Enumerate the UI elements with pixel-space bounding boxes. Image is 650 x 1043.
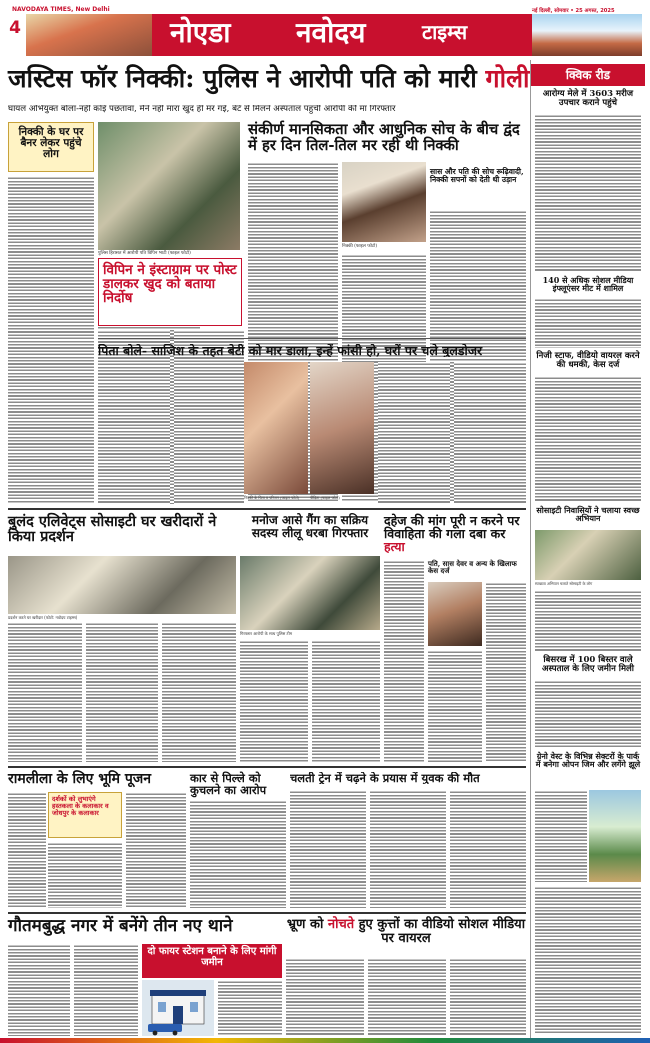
dowry-callout-text: पति, सास देवर व अन्य के खिलाफ केस दर्ज bbox=[428, 559, 517, 576]
thane-body-2 bbox=[74, 944, 138, 1036]
masthead-date: नई दिल्ली, सोमवार • 25 अगस्त, 2025 bbox=[532, 8, 615, 14]
ramleela-body-3 bbox=[126, 792, 186, 908]
title-times: टाइम्स bbox=[422, 20, 468, 44]
sidebar-item-4-caption: स्वच्छता अभियान चलाते सोसाइटी के लोग bbox=[535, 581, 593, 586]
title-navoday: नवोदय bbox=[296, 16, 366, 49]
dogs-body-3 bbox=[450, 958, 526, 1036]
buland-photo-caption: प्रदर्शन करते घर खरीदार (फोटो: नवोदय टाइम्स) bbox=[8, 615, 78, 620]
train-headline: चलती ट्रेन में चढ़ने के प्रयास में युवक की मौत bbox=[290, 772, 480, 785]
thane-body-1 bbox=[8, 944, 70, 1036]
thane-subhead: दो फायर स्टेशन बनाने के लिए मांगी जमीन bbox=[147, 946, 277, 968]
lead-kicker-box bbox=[8, 122, 94, 172]
dowry-headline-red: हत्या bbox=[384, 539, 405, 555]
dogs-headline-a: भ्रूण को bbox=[286, 917, 324, 932]
manoj-photo bbox=[240, 556, 380, 630]
ramleela-callout-text: दर्शकों को लुभाएंगे हस्तकला के कलाकार व जोधपुर के कलाकार bbox=[52, 795, 109, 817]
sidebar-title: क्विक रीड bbox=[565, 68, 611, 82]
car-headline: कार से पिल्ले को कुचलने का आरोप bbox=[190, 771, 267, 798]
thane-headline: गौतमबुद्ध नगर में बनेंगे तीन नए थाने bbox=[8, 916, 233, 936]
masthead-photo-right bbox=[532, 14, 642, 56]
father-body-4 bbox=[454, 362, 526, 504]
train-body-2 bbox=[370, 790, 446, 908]
thane-body-3 bbox=[218, 980, 282, 1036]
sidebar-item-3-headline: निजी स्टाफ, वीडियो वायरल करने की धमकी, केस दर्ज bbox=[536, 351, 640, 370]
masthead bbox=[0, 0, 650, 56]
father-photo-2 bbox=[310, 362, 374, 494]
sidebar-item-4-body bbox=[535, 590, 641, 652]
section-rule-1 bbox=[8, 508, 526, 510]
father-photo-1 bbox=[244, 362, 308, 494]
dogs-headline-red: नोचते bbox=[327, 917, 355, 932]
masthead-brand: NAVODAYA TIMES, New Delhi bbox=[12, 6, 110, 13]
father-body-2 bbox=[174, 362, 240, 504]
manoj-body-2 bbox=[312, 640, 380, 762]
sidebar-item-4-headline: सोसाइटी निवासियों ने चलाया स्वच्छ अभियान bbox=[536, 505, 640, 524]
sidebar-item-1-body bbox=[535, 114, 641, 272]
sidebar-title-band bbox=[531, 64, 645, 86]
manoj-headline: मनोज आसे गैंग का सक्रिय सदस्य लीलू धरबा गिरफ्तार bbox=[251, 513, 369, 540]
dogs-headline-b: हुए कुत्तों का वीडियो सोशल मीडिया पर वायरल bbox=[358, 917, 526, 946]
ramleela-callout bbox=[48, 792, 122, 838]
title-noida: नोएडा bbox=[170, 16, 231, 49]
father-photo-caption-1: निक्की के पिता व परिजन (फाइल फोटो) bbox=[244, 495, 300, 500]
sidebar-item-2-headline: 140 से अधिक सोशल मीडिया इंफ्लूएंसर मीट में शामिल bbox=[542, 275, 634, 294]
dowry-headline bbox=[384, 514, 526, 553]
feature-callout-text: सास और पति की सोच रूढ़िवादी, निक्की सपनों को देती थी उड़ान bbox=[430, 167, 524, 184]
sidebar-item-3-body bbox=[535, 376, 641, 502]
buland-headline: बुलंद एलिवेट्स सोसाइटी घर खरीदारों ने किया प्रदर्शन bbox=[8, 513, 217, 546]
ramleela-body-1 bbox=[8, 792, 46, 908]
lead-headline-black: जस्टिस फॉर निक्की: पुलिस ने आरोपी पति को मारी bbox=[8, 64, 477, 93]
feature-callout bbox=[430, 168, 526, 206]
sidebar bbox=[530, 60, 644, 1038]
sidebar-item-1-headline: आरोग्य मेले में 3603 मरीज उपचार कराने पहुंचे bbox=[542, 89, 634, 108]
sidebar-item-2-body bbox=[535, 298, 641, 348]
lead-photo bbox=[98, 122, 240, 250]
insta-headline: विपिन ने इंस्टाग्राम पर पोस्ट डालकर खुद को बताया निर्दोष bbox=[103, 262, 237, 307]
car-body bbox=[190, 800, 286, 908]
ramleela-body-2 bbox=[48, 842, 122, 908]
sidebar-item-6-body-1 bbox=[535, 790, 587, 882]
dowry-body-2 bbox=[486, 582, 526, 762]
buland-body-3 bbox=[162, 622, 236, 762]
masthead-title-band bbox=[152, 14, 532, 56]
train-body-3 bbox=[450, 790, 526, 908]
buland-body-2 bbox=[86, 622, 158, 762]
manoj-photo-caption: गिरफ्तार आरोपी के साथ पुलिस टीम bbox=[240, 631, 292, 636]
sidebar-item-6-headline: ग्रेनो वेस्ट के विभिन्न सेक्टरों के पार्क में बनेगा ओपन जिम और लगेंगे झूले bbox=[535, 751, 641, 770]
sidebar-item-6-photo bbox=[589, 790, 641, 882]
police-station-icon bbox=[142, 980, 214, 1036]
police-station-illustration bbox=[142, 980, 214, 1036]
masthead-photo-left bbox=[26, 14, 156, 56]
lead-headline bbox=[8, 64, 530, 93]
dowry-photo bbox=[428, 582, 482, 646]
ramleela-headline: रामलीला के लिए भूमि पूजन bbox=[8, 771, 152, 787]
train-body-1 bbox=[290, 790, 366, 908]
page-number: 4 bbox=[9, 18, 21, 38]
lead-headline-red: गोली bbox=[485, 64, 530, 93]
feature-headline: संकीर्ण मानसिकता और आधुनिक सोच के बीच द्वंद में हर दिन तिल-तिल मर रही थी निक्की bbox=[248, 121, 520, 154]
feature-photo-caption: निक्की (फाइल फोटो) bbox=[342, 244, 378, 249]
father-body-1 bbox=[98, 362, 170, 504]
dowry-headline-black: दहेज की मांग पूरी न करने पर विवाहिता की गला दबा कर bbox=[384, 513, 520, 542]
dogs-body-2 bbox=[368, 958, 446, 1036]
feature-photo bbox=[342, 162, 426, 242]
insta-box bbox=[98, 258, 242, 326]
section-rule-3 bbox=[8, 912, 526, 914]
dogs-headline bbox=[286, 918, 526, 945]
lead-kicker: निक्की के घर पर बैनर लेकर पहुंचे लोग bbox=[18, 126, 84, 161]
father-photo-caption-2: पीड़िता (फाइल फोटो) bbox=[310, 495, 340, 500]
sidebar-item-6-body-2 bbox=[535, 886, 641, 1034]
father-rule bbox=[98, 338, 526, 339]
father-body-3 bbox=[378, 362, 450, 504]
manoj-body-1 bbox=[240, 640, 308, 762]
section-rule-2 bbox=[8, 766, 526, 768]
lead-body-col1 bbox=[8, 176, 94, 504]
dogs-body-1 bbox=[286, 958, 364, 1036]
buland-photo bbox=[8, 556, 236, 614]
dowry-callout bbox=[428, 560, 526, 580]
sidebar-item-4-photo bbox=[535, 530, 641, 580]
dowry-body-1 bbox=[384, 560, 424, 762]
lead-subhead: घायल अभियुक्त बोला-नहीं कोई पछतावा, मैंने नहीं मारा खुद ही मर गई, बेटे से मिलने अस्पताल पहुंची आरोपी की मां गिरफ्तार bbox=[8, 105, 396, 114]
buland-body-1 bbox=[8, 622, 82, 762]
father-headline: पिता बोले- साजिश के तहत बेटी को मार डाला, इन्हें फांसी हो, घरों पर चले बुलडोजर bbox=[98, 344, 483, 358]
sidebar-item-5-headline: बिसरख में 100 बिस्तर वाले अस्पताल के लिए जमीन मिली bbox=[541, 655, 635, 674]
dowry-body-3 bbox=[428, 650, 482, 762]
footer-bar bbox=[0, 1038, 650, 1043]
sidebar-item-5-body bbox=[535, 680, 641, 748]
lead-photo-caption: पुलिस हिरासत में आरोपी पति विपिन भाटी (फाइल फोटो) bbox=[98, 251, 191, 256]
thane-subhead-box bbox=[142, 944, 282, 978]
